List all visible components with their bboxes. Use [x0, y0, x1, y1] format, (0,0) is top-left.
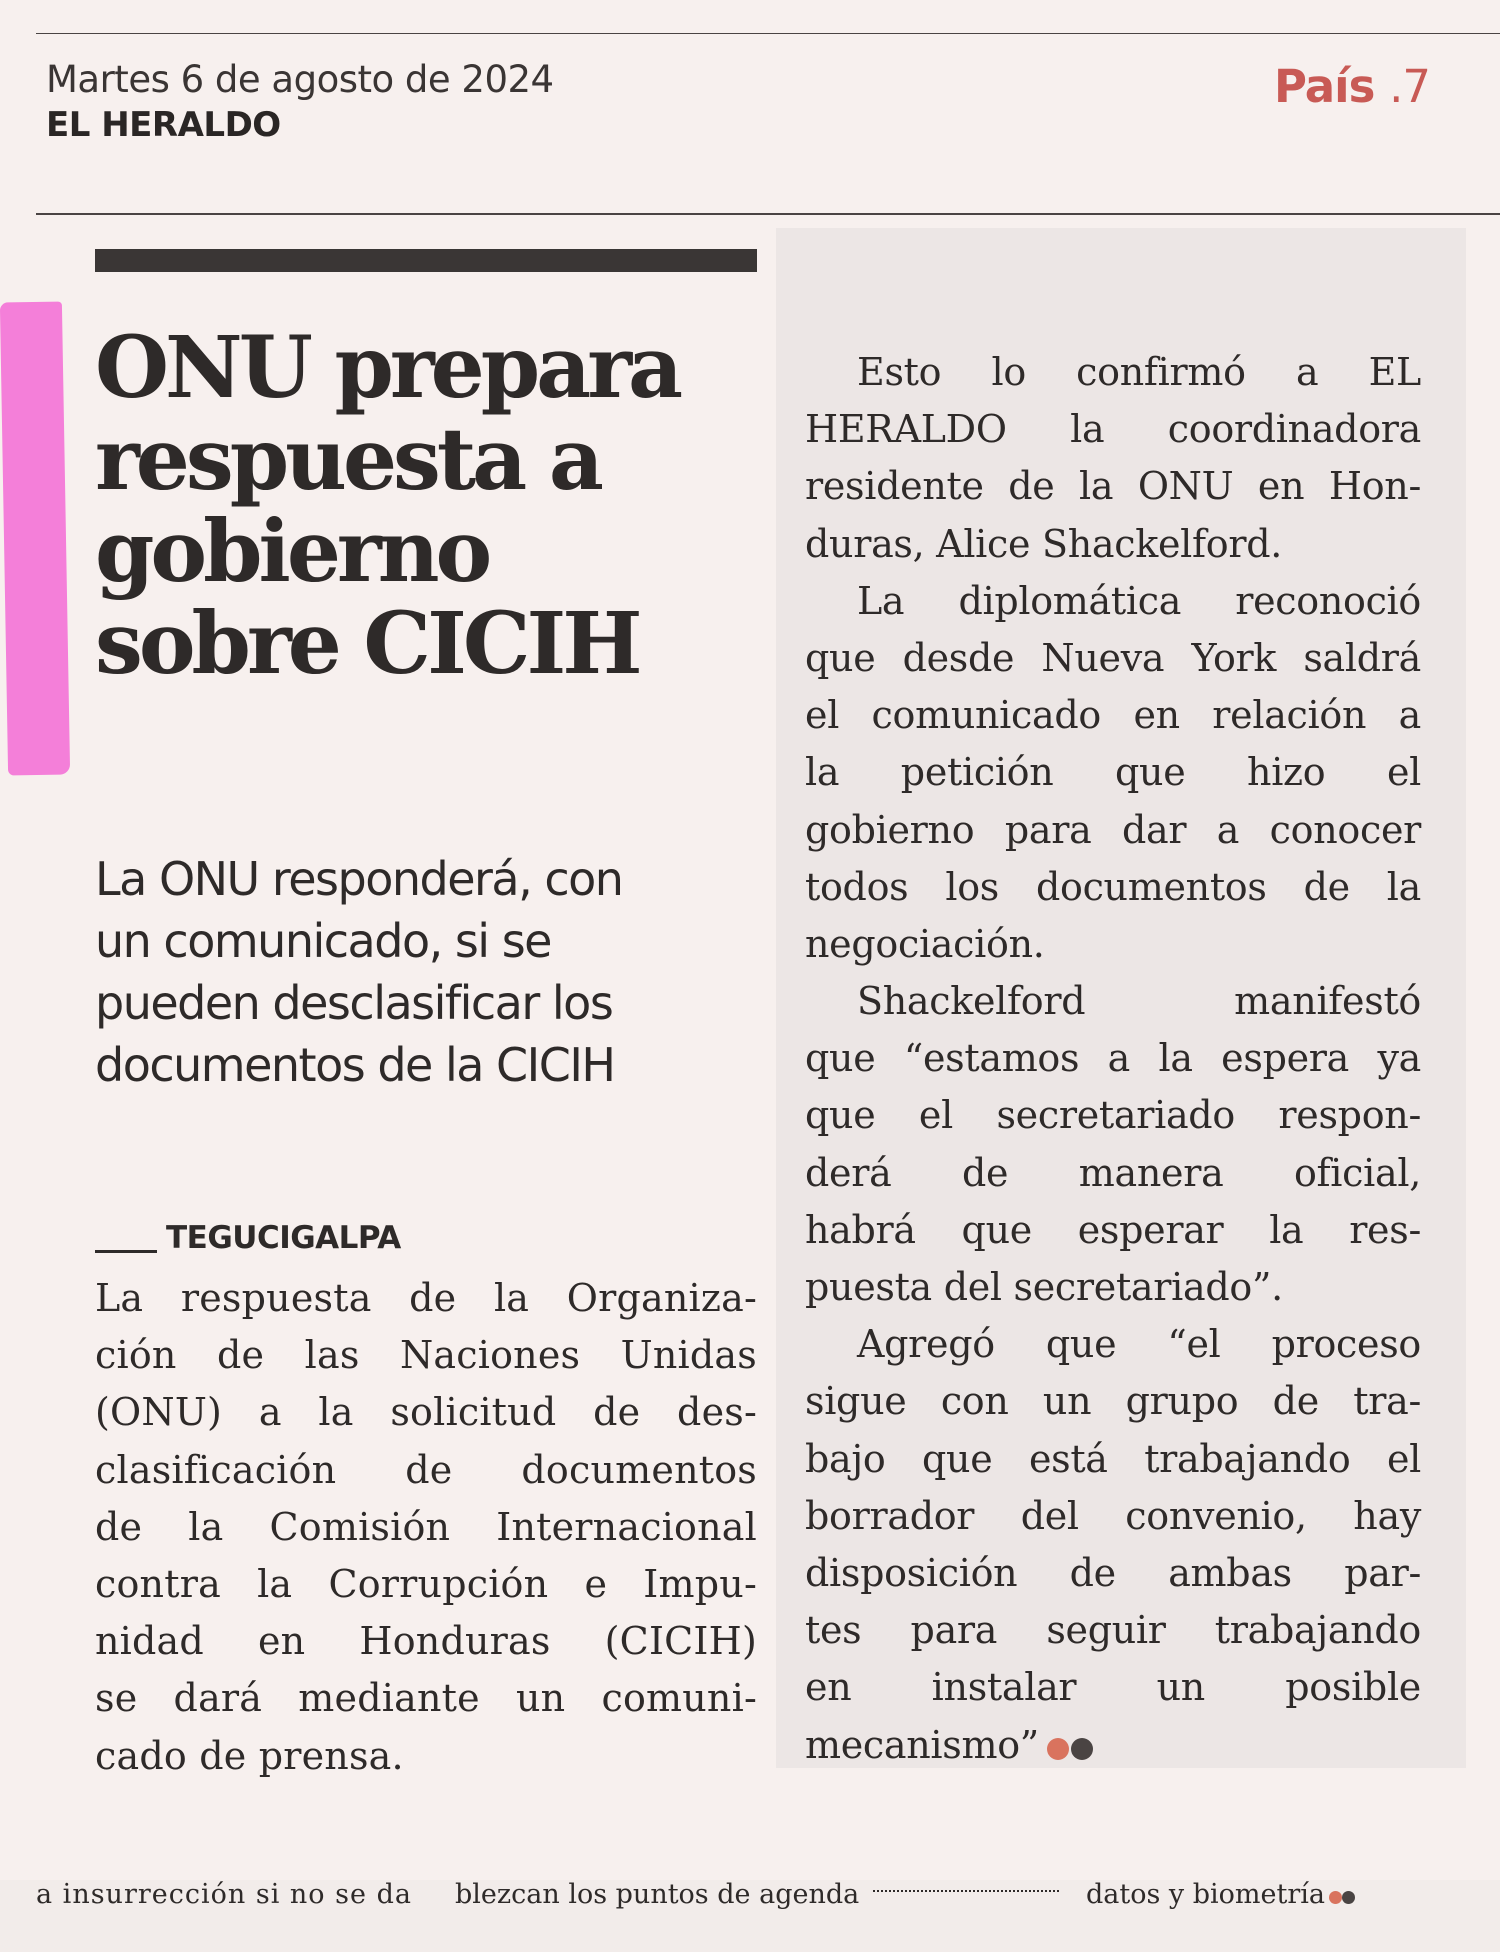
body-column-right	[805, 344, 1421, 1774]
body-line: la petición que hizo el	[805, 750, 1421, 795]
header-date: Martes 6 de agosto de 2024	[46, 58, 554, 101]
end-mark-icon	[1047, 1719, 1095, 1776]
body-line: bajo que está trabajando el	[805, 1436, 1421, 1481]
footer-fragment: blezcan los puntos de agenda	[455, 1879, 860, 1910]
body-line: que desde Nueva York saldrá	[805, 635, 1421, 680]
body-line: el comunicado en relación a	[805, 693, 1421, 738]
body-line: se dará mediante un comuni-	[95, 1676, 757, 1721]
section-label	[1274, 60, 1430, 113]
body-line-final	[805, 1717, 1421, 1774]
subhead-line: documentos de la CICIH	[95, 1038, 615, 1092]
headline-bar	[95, 249, 757, 272]
headline-line: sobre CICIH	[95, 594, 639, 694]
body-line: (ONU) a la solicitud de des-	[95, 1390, 757, 1435]
body-line: negociación.	[805, 921, 1045, 966]
subhead-line: pueden desclasificar los	[95, 976, 613, 1030]
header-rule	[36, 213, 1500, 215]
body-line: residente de la ONU en Hon-	[805, 464, 1421, 509]
body-line: habrá que esperar la res-	[805, 1207, 1421, 1252]
headline	[95, 318, 775, 694]
body-line: que “estamos a la espera ya	[805, 1036, 1421, 1081]
dateline: TEGUCIGALPA	[166, 1220, 401, 1256]
body-line: Esto lo confirmó a EL	[857, 350, 1421, 394]
highlighter-mark	[0, 301, 70, 775]
body-line: sigue con un grupo de tra-	[805, 1379, 1421, 1424]
body-line-text: mecanismo”	[805, 1722, 1039, 1767]
body-line: La respuesta de la Organiza-	[95, 1276, 757, 1320]
subhead-line: La ONU responderá, con	[95, 852, 623, 906]
body-line: La diplomática reconoció	[857, 578, 1421, 623]
body-line: puesta del secretariado”.	[805, 1265, 1283, 1309]
body-line: Shackelford manifestó	[857, 979, 1421, 1024]
body-line: tes para seguir trabajando	[805, 1608, 1421, 1653]
body-line: borrador del convenio, hay	[805, 1493, 1421, 1538]
footer-dotted-rule	[873, 1890, 1059, 1892]
section-name: País	[1274, 60, 1375, 113]
body-line: cado de prensa.	[95, 1733, 404, 1778]
body-line: que el secretariado respon-	[805, 1093, 1421, 1138]
dateline-rule	[95, 1250, 157, 1253]
headline-line: ONU prepara	[95, 318, 680, 418]
body-line: de la Comisión Internacional	[95, 1504, 757, 1549]
page-number: .7	[1389, 60, 1430, 113]
body-line: gobierno para dar a conocer	[805, 807, 1421, 852]
body-line: clasificación de documentos	[95, 1447, 757, 1492]
footer-fragment-text: datos y biometría	[1086, 1879, 1326, 1910]
subheadline	[95, 848, 775, 1096]
body-line: contra la Corrupción e Impu-	[95, 1561, 757, 1606]
body-line: derá de manera oficial,	[805, 1150, 1421, 1195]
footer-fragment-end	[1086, 1879, 1355, 1911]
body-line: nidad en Honduras (CICIH)	[95, 1619, 757, 1664]
headline-line: gobierno	[95, 502, 489, 602]
body-line: duras, Alice Shackelford.	[805, 521, 1283, 566]
body-line: todos los documentos de la	[805, 864, 1421, 909]
end-mark-icon	[1329, 1880, 1355, 1911]
newspaper-name: EL HERALDO	[46, 105, 281, 145]
body-line: ción de las Naciones Unidas	[95, 1333, 757, 1378]
body-line: Agregó que “el proceso	[857, 1322, 1421, 1367]
body-line: en instalar un posible	[805, 1665, 1421, 1710]
top-rule	[36, 33, 1500, 34]
subhead-line: un comunicado, si se	[95, 914, 551, 968]
headline-line: respuesta a	[95, 410, 600, 510]
body-column-left	[95, 1270, 757, 1785]
body-line: disposición de ambas par-	[805, 1550, 1421, 1595]
footer-fragment: a insurrección si no se da	[36, 1879, 412, 1910]
body-line: HERALDO la coordinadora	[805, 407, 1421, 452]
